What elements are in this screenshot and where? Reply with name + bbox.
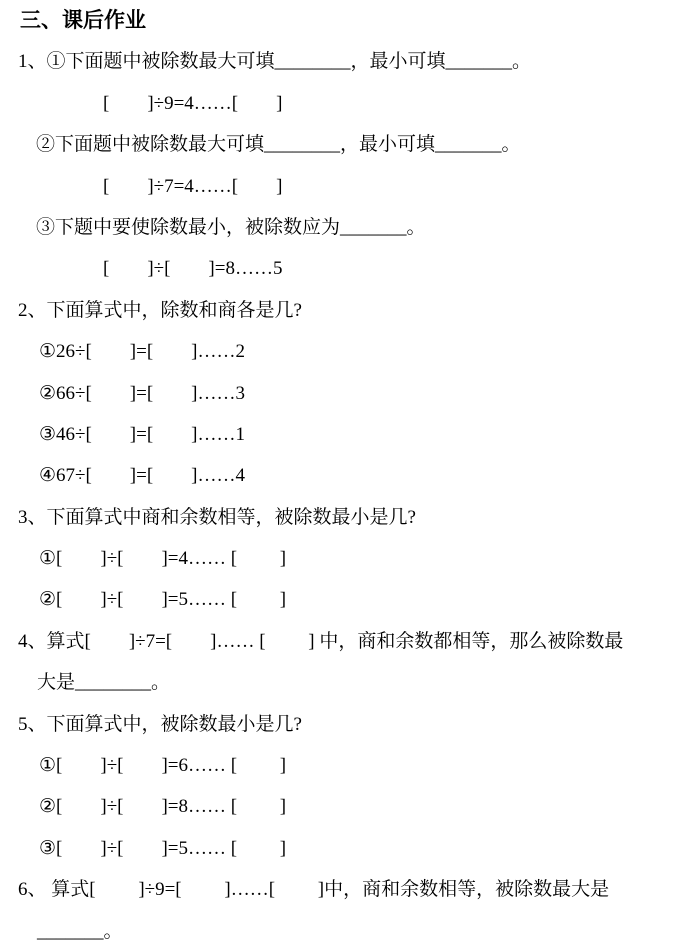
question-5-item-2: ②[ ]÷[ ]=8…… [ ]	[39, 796, 287, 818]
question-2-item-4: ④67÷[ ]=[ ]……4	[39, 465, 245, 487]
question-4-text-continued: 大是________。	[37, 672, 171, 694]
question-1-sub-2: ②下面题中被除数最大可填________，最小可填_______。	[36, 134, 521, 156]
question-5-item-3: ③[ ]÷[ ]=5…… [ ]	[39, 837, 287, 859]
question-1-sub-3-expression: [ ]÷[ ]=8……5	[103, 258, 283, 280]
question-3-item-2: ②[ ]÷[ ]=5…… [ ]	[39, 589, 287, 611]
question-2-item-3: ③46÷[ ]=[ ]……1	[39, 423, 245, 445]
question-1-sub-3: ③下题中要使除数最小，被除数应为_______。	[36, 216, 426, 238]
question-1-sub-1: 1、①下面题中被除数最大可填________，最小可填_______。	[18, 51, 532, 73]
question-4-text: 4、算式[ ]÷7=[ ]…… [ ] 中，商和余数都相等，那么被除数最	[18, 630, 624, 652]
question-1-sub-1-expression: [ ]÷9=4……[ ]	[103, 92, 283, 114]
question-6-text: 6、 算式[ ]÷9=[ ]……[ ]中，商和余数相等，被除数最大是	[18, 879, 610, 901]
section-title: 三、课后作业	[20, 8, 146, 32]
question-2-header: 2、下面算式中，除数和商各是几?	[18, 299, 302, 321]
question-3-item-1: ①[ ]÷[ ]=4…… [ ]	[39, 548, 287, 570]
question-2-item-1: ①26÷[ ]=[ ]……2	[39, 341, 245, 363]
question-3-header: 3、下面算式中商和余数相等，被除数最小是几?	[18, 506, 416, 528]
question-5-header: 5、下面算式中，被除数最小是几?	[18, 713, 302, 735]
question-1-sub-2-expression: [ ]÷7=4……[ ]	[103, 175, 283, 197]
question-5-item-1: ①[ ]÷[ ]=6…… [ ]	[39, 755, 287, 777]
question-2-item-2: ②66÷[ ]=[ ]……3	[39, 382, 245, 404]
question-6-text-continued: _______。	[37, 920, 123, 942]
